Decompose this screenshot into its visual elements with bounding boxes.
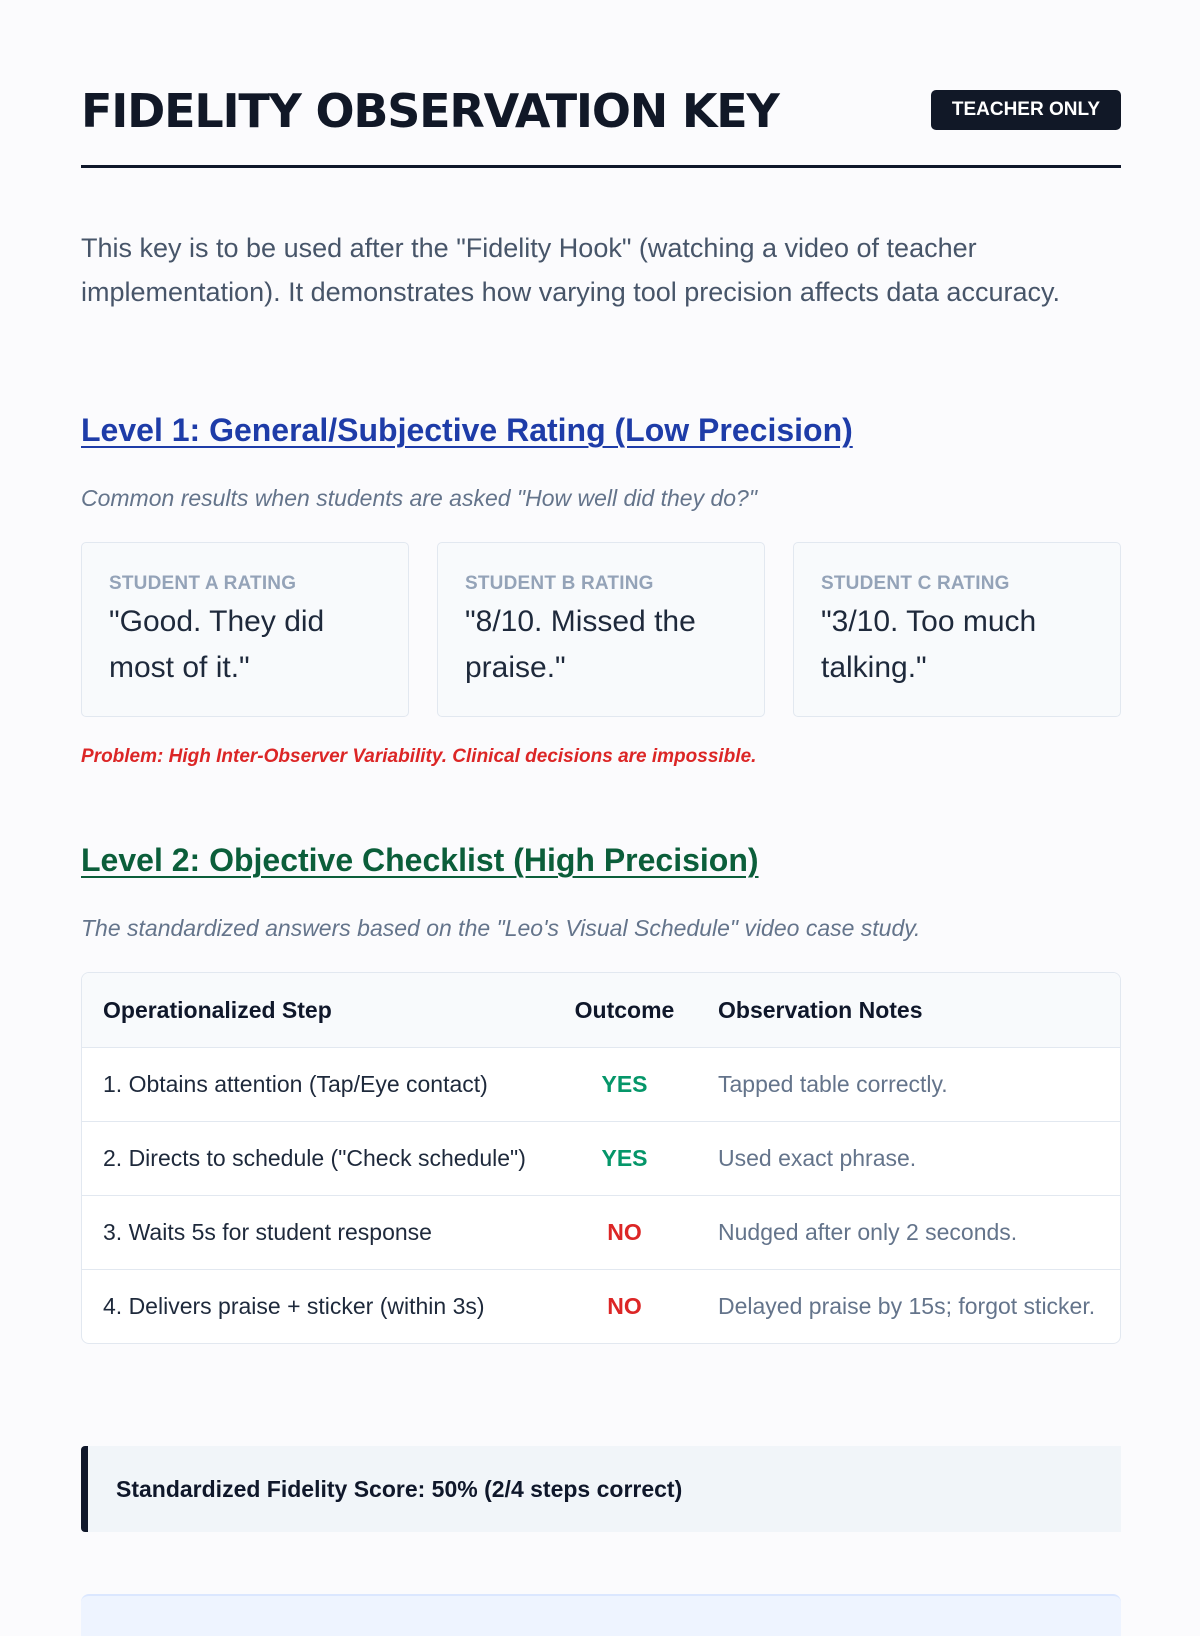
card-quote: "3/10. Too much talking.": [821, 605, 1037, 684]
column-header-outcome: Outcome: [552, 973, 697, 1048]
fidelity-score-callout: Standardized Fidelity Score: 50% (2/4 steps correct): [81, 1446, 1121, 1532]
outcome-cell: YES: [552, 1122, 697, 1196]
notes-cell: Delayed praise by 15s; forgot sticker.: [718, 1293, 1096, 1319]
notes-cell: Tapped table correctly.: [697, 1048, 1120, 1122]
student-a-card: [81, 542, 409, 717]
problem-statement: Problem: High Inter-Observer Variability. Clinical decisions are impossible.: [81, 746, 757, 767]
table-row: [82, 1270, 1120, 1344]
table-row: [82, 1048, 1120, 1122]
card-quote: "Good. They did most of it.": [109, 605, 325, 684]
step-cell: 2. Directs to schedule ("Check schedule"): [82, 1122, 552, 1196]
notes-cell: Used exact phrase.: [697, 1122, 1120, 1196]
table-row: [82, 1122, 1120, 1196]
header: [81, 82, 1121, 168]
table-row: [82, 1196, 1120, 1270]
table-header-row: [82, 973, 1120, 1048]
student-rating-cards: [81, 542, 1121, 717]
student-b-card: [437, 542, 765, 717]
column-header-step: Operationalized Step: [82, 973, 552, 1048]
card-quote: "8/10. Missed the praise.": [465, 605, 696, 684]
card-label: STUDENT A RATING: [109, 573, 297, 594]
page-title: FIDELITY OBSERVATION KEY: [81, 84, 779, 138]
next-section-box: [81, 1594, 1121, 1636]
notes-cell: Nudged after only 2 seconds.: [697, 1196, 1120, 1270]
outcome-cell: NO: [552, 1196, 697, 1270]
level2-heading: Level 2: Objective Checklist (High Precision): [81, 842, 759, 878]
step-cell: 1. Obtains attention (Tap/Eye contact): [82, 1048, 552, 1122]
checklist-table: [81, 972, 1121, 1344]
card-label: STUDENT C RATING: [821, 573, 1010, 594]
student-c-card: [793, 542, 1121, 717]
card-label: STUDENT B RATING: [465, 573, 654, 594]
intro-paragraph: This key is to be used after the "Fidelity Hook" (watching a video of teacher implementation). It demonstrates how varying tool precision affects data accuracy.: [81, 233, 1060, 307]
level2-subtitle: The standardized answers based on the "Leo's Visual Schedule" video case study.: [81, 915, 921, 941]
level1-subtitle: Common results when students are asked "How well did they do?": [81, 485, 757, 511]
step-cell: 3. Waits 5s for student response: [82, 1196, 552, 1270]
level1-heading: Level 1: General/Subjective Rating (Low Precision): [81, 412, 853, 448]
column-header-notes: Observation Notes: [697, 973, 1120, 1048]
teacher-only-badge: TEACHER ONLY: [931, 90, 1121, 130]
step-cell: 4. Delivers praise + sticker (within 3s): [103, 1293, 485, 1319]
outcome-cell: NO: [607, 1293, 642, 1319]
outcome-cell: YES: [552, 1048, 697, 1122]
